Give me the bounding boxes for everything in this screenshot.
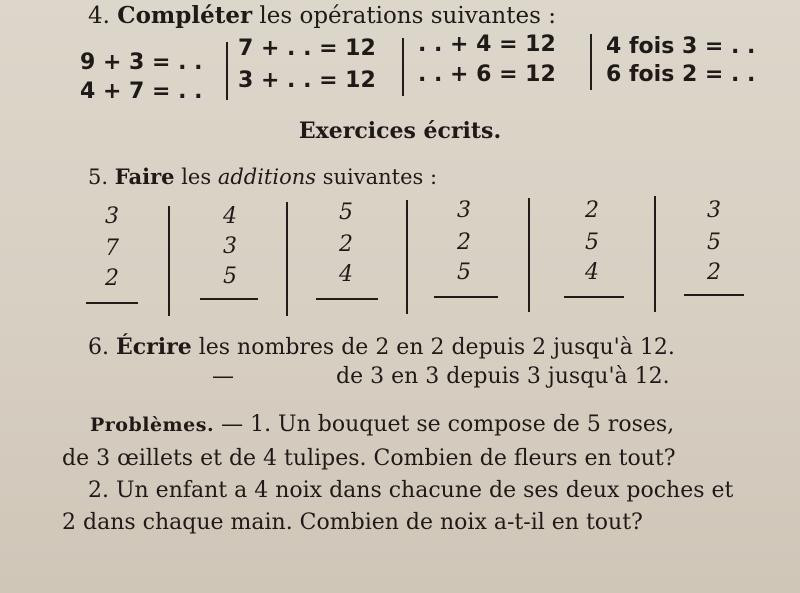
exercise-5-verb: Faire — [114, 164, 175, 189]
op-4-plus-7: 4 + 7 = . . — [80, 79, 203, 104]
addition-digit: 5 — [339, 200, 353, 225]
sum-line — [200, 298, 258, 300]
exercise-4-verb: Compléter — [117, 2, 253, 29]
exercise-5-number: 5. — [88, 165, 109, 189]
op-7-plus-blank: 7 + . . = 12 — [238, 36, 376, 61]
addition-digit: 4 — [223, 204, 237, 229]
divider — [590, 34, 592, 90]
problems-line-4: 2 dans chaque main. Combien de noix a-t-il en tout? — [62, 510, 643, 535]
addition-digit: 2 — [585, 198, 599, 223]
problem-1-text: — 1. Un bouquet se compose de 5 roses, — [221, 412, 675, 437]
exercise-4-heading — [88, 2, 556, 29]
column-divider — [654, 196, 656, 312]
exercise-6-text-1: les nombres de 2 en 2 depuis 2 jusqu'à 12. — [198, 335, 675, 360]
addition-digit: 3 — [707, 198, 721, 223]
exercise-5-heading — [88, 164, 437, 189]
exercise-4-instruction: les opérations suivantes : — [259, 3, 556, 29]
exercise-5-text-pre: les — [181, 165, 212, 189]
section-heading: Exercices écrits. — [298, 118, 502, 144]
op-3-plus-blank: 3 + . . = 12 — [238, 68, 376, 93]
exercise-5-italic-word: additions — [217, 165, 317, 189]
op-4-fois-3: 4 fois 3 = . . — [606, 34, 756, 59]
problems-line-1 — [90, 412, 674, 437]
op-6-fois-2: 6 fois 2 = . . — [606, 62, 756, 87]
divider — [402, 38, 404, 96]
exercise-5-text-post: suivantes : — [322, 165, 438, 189]
column-divider — [168, 206, 170, 316]
sum-line — [564, 296, 624, 298]
addition-digit: 5 — [585, 230, 599, 255]
addition-digit: 3 — [223, 234, 237, 259]
problems-title: Problèmes. — [90, 414, 215, 436]
addition-digit: 3 — [105, 204, 119, 229]
exercise-6-number: 6. — [88, 335, 109, 360]
addition-digit: 2 — [457, 230, 471, 255]
column-divider — [406, 200, 408, 314]
op-blank-plus-6: . . + 6 = 12 — [418, 62, 556, 87]
addition-digit: 2 — [105, 266, 119, 291]
column-divider — [528, 198, 530, 312]
sum-line — [684, 294, 744, 296]
addition-digit: 3 — [457, 198, 471, 223]
column-divider — [286, 202, 288, 316]
exercise-6-line-1 — [88, 334, 675, 360]
sum-line — [434, 296, 498, 298]
op-9-plus-3: 9 + 3 = . . — [80, 50, 203, 75]
addition-digit: 7 — [105, 236, 119, 261]
ditto-dash: — — [212, 364, 234, 389]
exercise-6-text-2: de 3 en 3 depuis 3 jusqu'à 12. — [336, 364, 670, 389]
exercise-6-verb: Écrire — [116, 334, 192, 360]
op-blank-plus-4: . . + 4 = 12 — [418, 32, 556, 57]
problems-line-2: de 3 œillets et de 4 tulipes. Combien de fleurs en tout? — [62, 446, 676, 471]
addition-digit: 4 — [339, 262, 353, 287]
addition-digit: 5 — [457, 260, 471, 285]
divider — [226, 42, 228, 100]
addition-digit: 5 — [223, 264, 237, 289]
addition-digit: 4 — [585, 260, 599, 285]
exercise-4-number: 4. — [88, 3, 110, 29]
addition-digit: 5 — [707, 230, 721, 255]
problems-line-3: 2. Un enfant a 4 noix dans chacune de ses deux poches et — [88, 478, 734, 503]
sum-line — [316, 298, 378, 300]
addition-digit: 2 — [339, 232, 353, 257]
addition-digit: 2 — [707, 260, 721, 285]
sum-line — [86, 302, 138, 304]
